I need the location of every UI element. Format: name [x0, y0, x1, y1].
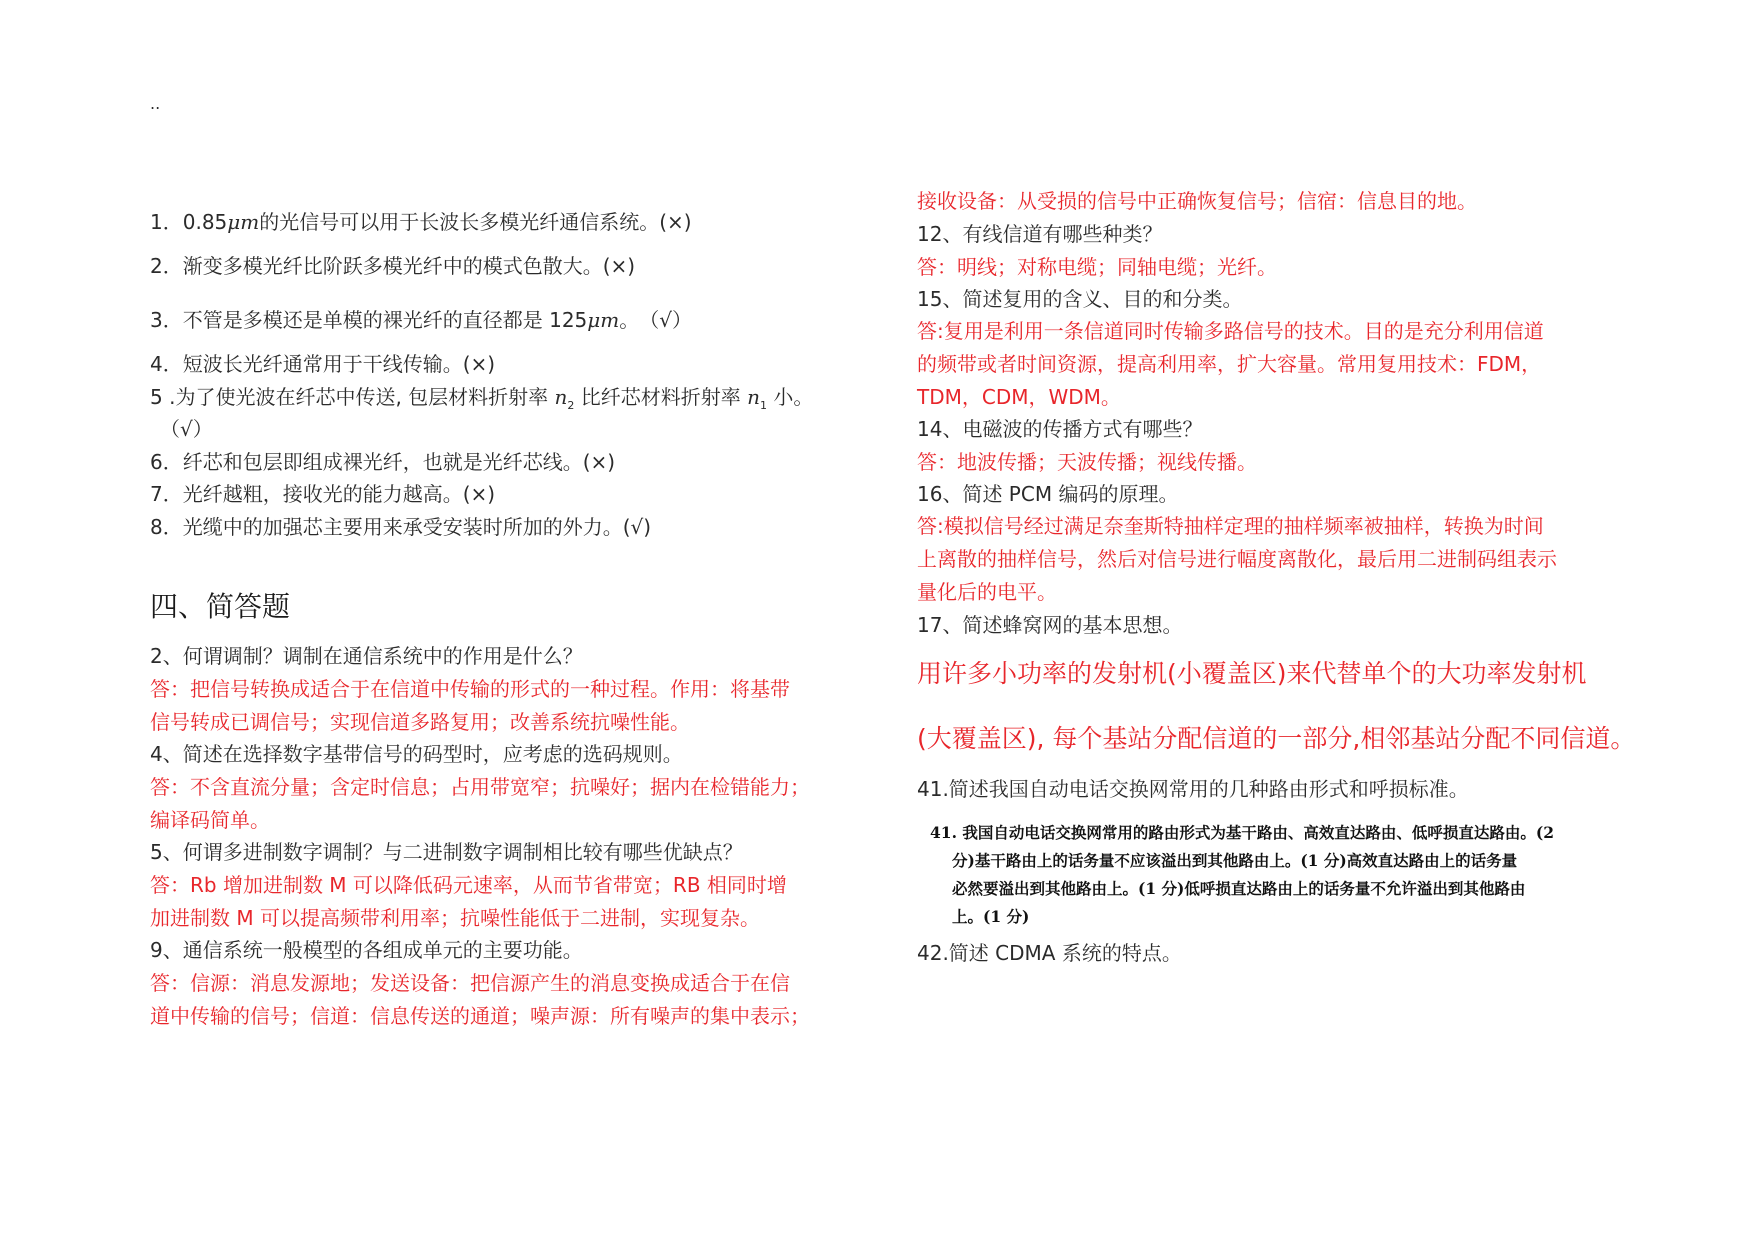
tf-item-8: 8．光缆中的加强芯主要用来承受安装时所加的外力。(√)	[150, 515, 652, 539]
tf-item-5-continuation: （√）	[160, 417, 213, 441]
question-9: 9、通信系统一般模型的各组成单元的主要功能。	[150, 938, 583, 962]
question-41: 41.简述我国自动电话交换网常用的几种路由形式和呼损标准。	[917, 777, 1469, 801]
answer-2: 答：把信号转换成适合于在信道中传输的形式的一种过程。作用：将基带 信号转成已调信号；实现信道多路复用；改善系统抗噪性能。	[150, 677, 790, 734]
question-5: 5、何谓多进制数字调制？与二进制数字调制相比较有哪些优缺点？	[150, 840, 743, 864]
tf-item-4: 4．短波长光纤通常用于干线传输。(×)	[150, 352, 496, 376]
question-12: 12、有线信道有哪些种类？	[917, 222, 1163, 246]
answer-17-line-2: (大覆盖区), 每个基站分配信道的一部分,相邻基站分配不同信道。	[917, 724, 1636, 753]
question-2: 2、何谓调制？调制在通信系统中的作用是什么？	[150, 644, 583, 668]
section-title: 四、简答题	[150, 590, 291, 623]
answer-5: 答：Rb 增加进制数 M 可以降低码元速率，从而节省带宽；RB 相同时增 加进制数 M 可以提高频带利用率；抗噪性能低于二进制，实现复杂。	[150, 873, 787, 930]
answer-4: 答：不含直流分量；含定时信息；占用带宽窄；抗噪好；据内在检错能力； 编译码简单。	[150, 775, 810, 832]
answer-16: 答:模拟信号经过满足奈奎斯特抽样定理的抽样频率被抽样，转换为时间 上离散的抽样信号，然后对信号进行幅度离散化，最后用二进制码组表示 量化后的电平。	[917, 514, 1557, 604]
answer-14: 答：地波传播；天波传播；视线传播。	[917, 450, 1257, 474]
tf-item-1: 1．0.85μm的光信号可以用于长波长多模光纤通信系统。(×)	[150, 210, 692, 234]
tf-item-7: 7．光纤越粗，接收光的能力越高。(×)	[150, 482, 496, 506]
question-4: 4、简述在选择数字基带信号的码型时，应考虑的选码规则。	[150, 742, 683, 766]
question-15: 15、简述复用的含义、目的和分类。	[917, 287, 1243, 311]
tf-item-2: 2．渐变多模光纤比阶跃多模光纤中的模式色散大。(×)	[150, 254, 636, 278]
tf-item-3: 3．不管是多模还是单模的裸光纤的直径都是 125μm。 （√）	[150, 308, 692, 332]
question-17: 17、简述蜂窝网的基本思想。	[917, 613, 1183, 637]
tf-item-5: 5 .为了使光波在纤芯中传送, 包层材料折射率 $n_2$ 比纤芯材料折射率 $n_1$ 小。	[150, 385, 814, 412]
answer-15: 答:复用是利用一条信道同时传输多路信号的技术。目的是充分利用信道 的频带或者时间资源，提高利用率，扩大容量。常用复用技术：FDM， TDM，CDM，WDM。	[917, 319, 1544, 409]
question-14: 14、电磁波的传播方式有哪些？	[917, 417, 1203, 441]
answer-9-continuation: 接收设备：从受损的信号中正确恢复信号；信宿：信息目的地。	[917, 189, 1477, 213]
answer-41-scanned-image: 41. 我国自动电话交换网常用的路由形式为基干路由、高效直达路由、低呼损直达路由。(2 分)基干路由上的话务量不应该溢出到其他路由上。(1 分)高效直达路由上的话务量 必然要溢出到其他路由上。(1 分)低呼损直达路由上的话务量不允许溢出到其他路由 上。(1 分)	[930, 823, 1554, 926]
answer-12: 答：明线；对称电缆；同轴电缆；光纤。	[917, 255, 1277, 279]
tf-item-6: 6．纤芯和包层即组成裸光纤，也就是光纤芯线。(×)	[150, 450, 616, 474]
question-16: 16、简述 PCM 编码的原理。	[917, 482, 1179, 506]
question-42: 42.简述 CDMA 系统的特点。	[917, 941, 1182, 965]
header-mark: ..	[150, 94, 161, 113]
answer-17-line-1: 用许多小功率的发射机(小覆盖区)来代替单个的大功率发射机	[917, 659, 1587, 688]
answer-9: 答：信源：消息发源地；发送设备：把信源产生的消息变换成适合于在信 道中传输的信号；信道：信息传送的通道；噪声源：所有噪声的集中表示；	[150, 971, 810, 1028]
